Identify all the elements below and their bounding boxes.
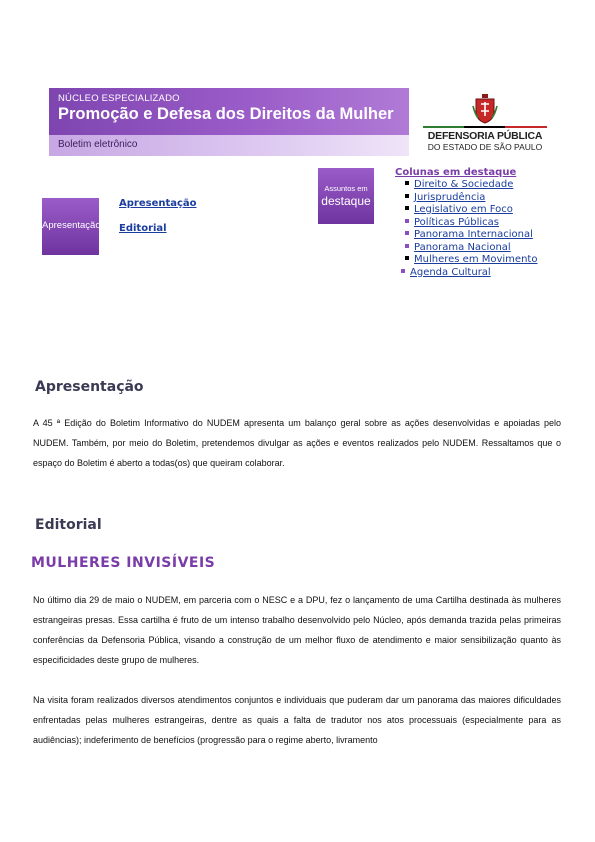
square-bullet-icon <box>405 244 409 248</box>
apresentacao-tile[interactable]: Apresentação <box>42 198 99 255</box>
square-bullet-icon <box>405 256 409 260</box>
featured-columns-title[interactable]: Colunas em destaque <box>395 167 517 178</box>
list-item <box>395 204 585 217</box>
list-item <box>395 179 585 192</box>
column-link[interactable]: Direito & Sociedade <box>414 179 514 190</box>
list-item <box>395 192 585 205</box>
square-bullet-icon <box>405 194 409 198</box>
banner-title: Promoção e Defesa dos Direitos da Mulher <box>58 105 394 123</box>
logo-name: DEFENSORIA PÚBLICA <box>427 130 543 142</box>
square-bullet-icon <box>401 269 405 273</box>
destaque-tile-line1: Assuntos em <box>324 184 368 193</box>
newsletter-banner <box>49 88 409 156</box>
featured-columns-list <box>395 179 585 279</box>
list-item <box>395 254 585 267</box>
apresentacao-text: A 45 ª Edição do Boletim Informativo do NUDEM apresenta um balanço geral sobre as ações desenvolvidas e apoiadas pelo NUDEM. Também, por meio do Boletim, pretendemos divulgar as ações e eventos realizados pelo NUDEM. Ressaltamos que o espaço do Boletim é aberto a todas(os) que queiram colaborar. <box>33 418 561 468</box>
list-item <box>395 217 585 230</box>
column-link[interactable]: Legislativo em Foco <box>414 204 513 215</box>
column-link[interactable]: Mulheres em Movimento <box>414 254 538 265</box>
square-bullet-icon <box>405 181 409 185</box>
banner-subtitle: NÚCLEO ESPECIALIZADO <box>58 93 180 104</box>
logo-divider <box>423 126 547 128</box>
column-link[interactable]: Panorama Internacional <box>414 229 533 240</box>
column-link[interactable]: Panorama Nacional <box>414 241 511 253</box>
featured-columns <box>395 167 585 279</box>
toc-link-apresentacao[interactable]: Apresentação <box>119 198 197 209</box>
banner-header <box>49 88 409 135</box>
article-paragraph-1: No último dia 29 de maio o NUDEM, em parceria com o NESC e a DPU, fez o lançamento de uma Cartilha destinada às mulheres estrangeiras presas. Essa cartilha é fruto de um intenso trabalho desenvolvido pelo Núcleo, após demanda trazida pelas primeiras conferências da Defensoria Pública, visando a construção de um melhor fluxo de atendimento e maior sensibilização quanto às especificidades deste grupo de mulheres. <box>33 595 561 665</box>
assuntos-destaque-tile[interactable] <box>318 168 374 224</box>
column-link[interactable]: Jurisprudência <box>414 191 486 203</box>
editorial-heading: Editorial <box>35 517 102 533</box>
column-link[interactable]: Políticas Públicas <box>414 216 499 228</box>
list-item <box>395 267 585 280</box>
square-bullet-icon <box>405 206 409 210</box>
square-bullet-icon <box>405 219 409 223</box>
square-bullet-icon <box>405 231 409 235</box>
list-item <box>395 229 585 242</box>
list-item <box>395 242 585 255</box>
destaque-tile-line2: destaque <box>321 194 371 208</box>
column-link[interactable]: Agenda Cultural <box>410 266 491 278</box>
sao-paulo-coat-of-arms-icon <box>472 94 498 124</box>
article-paragraph-2: Na visita foram realizados diversos atendimentos conjuntos e individuais que puderam dar um panorama das maiores dificuldades enfrentadas pelas mulheres estrangeiras, dentre as quais a falta de tradutor nos atos processuais (especialmente para as audiências); indeferimento de benefícios (progressão para o regime aberto, livramento <box>33 695 561 745</box>
article-title: MULHERES INVISÍVEIS <box>31 555 216 571</box>
logo-state: DO ESTADO DE SÃO PAULO <box>427 142 543 152</box>
defensoria-logo <box>423 94 547 156</box>
apresentacao-heading: Apresentação <box>35 379 144 395</box>
toc-link-editorial[interactable]: Editorial <box>119 223 167 234</box>
banner-label: Boletim eletrônico <box>49 135 409 156</box>
